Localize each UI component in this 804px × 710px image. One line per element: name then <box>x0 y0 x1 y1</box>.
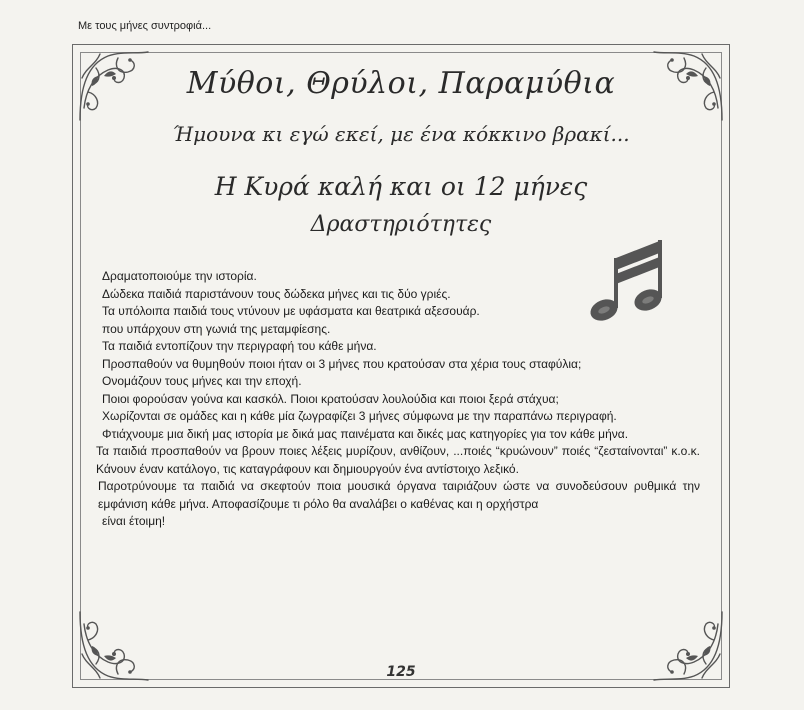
story-title: Η Κυρά καλή και οι 12 μήνες <box>214 172 588 201</box>
paragraph: Δραματοποιούμε την ιστορία. <box>102 269 257 283</box>
paragraph: Φτιάχνουμε μια δική μας ιστορία με δικά μας παινέματα και δικές μας κατηγορίες για τον κάθε μήνα. <box>102 426 629 441</box>
paragraph: Προσπαθούν να θυμηθούν ποιοι ήταν οι 3 μήνες που κρατούσαν στα χέρια τους σταφύλια; <box>102 356 582 371</box>
paragraph: Τα παιδιά προσπαθούν να βρουν ποιες λέξεις μυρίζουν, ανθίζουν, ...ποιές “κρυώνουν” ποιές “ζεσταίνονται” κ.ο.κ. Κάνουν έναν κατάλογο, τις καταγράφουν και δημιουργούν ένα αντίστοιχο λεξικό. <box>96 444 700 476</box>
paragraph: Ποιοι φορούσαν γούνα και κασκόλ. Ποιοι κρατούσαν λουλούδια και ποιοι ξερά στάχυα; <box>102 391 559 406</box>
paragraph: Ονομάζουν τους μήνες και την εποχή. <box>102 374 302 388</box>
page-subtitle: Ήμουνα κι εγώ εκεί, με ένα κόκκινο βρακί... <box>172 122 630 146</box>
paragraph: Τα υπόλοιπα παιδιά τους ντύνουν με υφάσματα και θεατρικά αξεσουάρ. <box>102 304 480 318</box>
paragraph: Παροτρύνουμε τα παιδιά να σκεφτούν ποια μουσικά όργανα ταιριάζουν ώστε να συνοδεύσουν ρυθμικά την εμφάνιση κάθε μήνα. Αποφασίζουμε τι ρόλο θα αναλάβει ο καθένας και η ορχήστρα <box>98 479 700 511</box>
paragraph: που υπάρχουν στη γωνιά της μεταμφίεσης. <box>102 321 331 336</box>
section-title: Δραστηριότητες <box>310 212 492 237</box>
paragraph: Χωρίζονται σε ομάδες και η κάθε μία ζωγραφίζει 3 μήνες σύμφωνα με την παραπάνω περιγραφή. <box>102 409 617 423</box>
page-number: 125 <box>386 664 416 680</box>
running-header: Με τους μήνες συντροφιά... <box>78 20 212 32</box>
paragraph: Τα παιδιά εντοπίζουν την περιγραφή του κάθε μήνα. <box>102 339 377 353</box>
paragraph: είναι έτοιμη! <box>102 514 166 528</box>
activity-text <box>92 268 700 531</box>
paragraph: Δώδεκα παιδιά παριστάνουν τους δώδεκα μήνες και τις δύο γριές. <box>102 286 451 301</box>
page-title: Μύθοι, Θρύλοι, Παραμύθια <box>186 66 616 101</box>
